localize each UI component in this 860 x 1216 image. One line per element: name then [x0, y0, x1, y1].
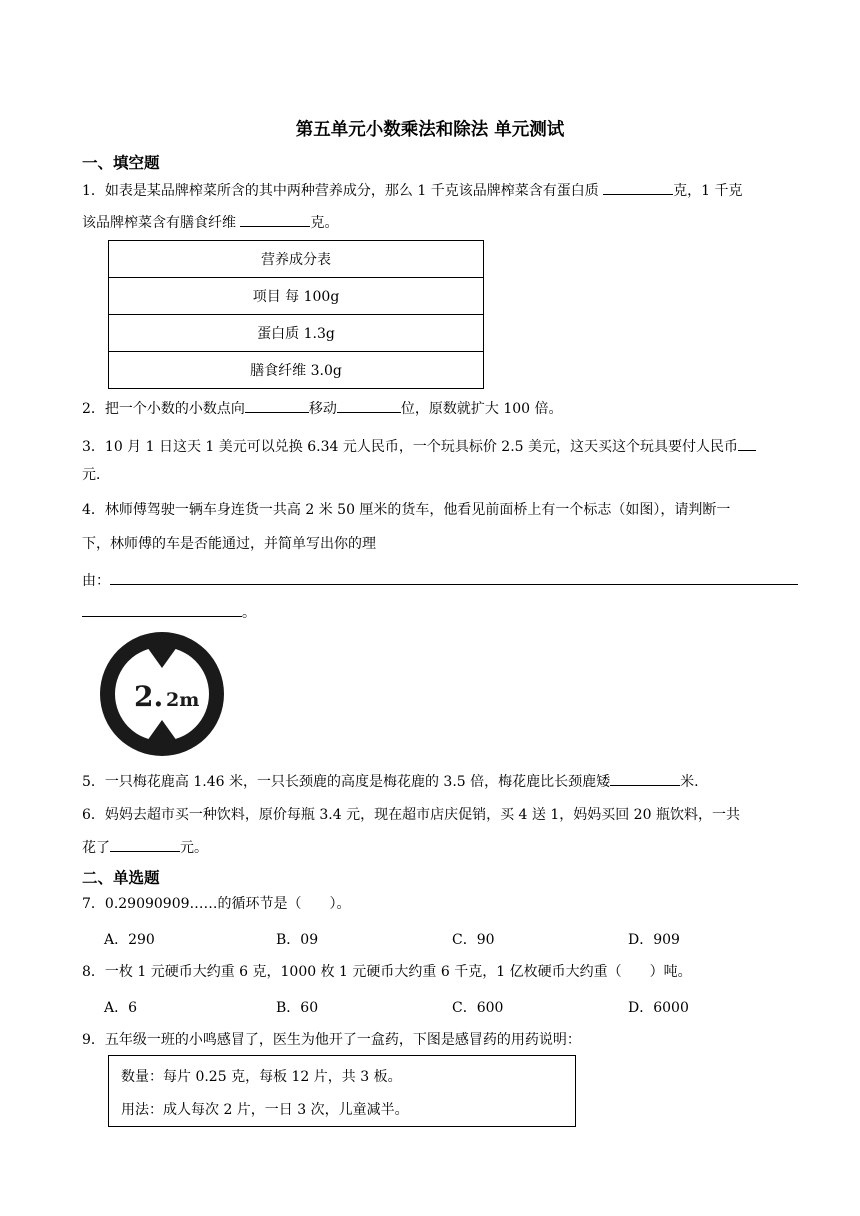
question-4-line-4: [82, 602, 256, 623]
q4-answer-blank-line-2[interactable]: [82, 602, 242, 617]
question-8-stem: 8．一枚 1 元硬币大约重 6 克，1000 枚 1 元硬币大约重 6 千克，1 亿枚硬币大约重（ ）吨。: [82, 964, 692, 980]
q2-text-b: 移动: [308, 401, 337, 417]
question-1-line-1: [82, 180, 743, 201]
question-4-line-3: [82, 570, 798, 591]
q8-option-d[interactable]: D．6000: [628, 1000, 689, 1016]
q4-end-mark: 。: [242, 605, 256, 621]
nutrition-table: [108, 240, 484, 389]
nutrition-table-row: 蛋白质 1.3g: [109, 315, 484, 352]
medicine-usage-text: 用法：成人每次 2 片，一日 3 次，儿童减半。: [121, 1102, 409, 1118]
q6-text-b: 元。: [180, 840, 208, 856]
question-3-line-1: [82, 436, 756, 457]
q4-answer-blank-line-1[interactable]: [110, 570, 798, 585]
nutrition-table-row: 膳食纤维 3.0g: [109, 352, 484, 389]
q6-text-a: 花了: [82, 840, 110, 856]
q1-text-d: 克。: [310, 215, 339, 231]
q1-text-a: 1．如表是某品牌榨菜所含的其中两种营养成分，那么 1 千克该品牌榨菜含有蛋白质: [82, 183, 604, 199]
q4-label-reason: 由：: [82, 573, 110, 589]
q7-option-d[interactable]: D．909: [628, 932, 680, 948]
q1-answer-blank-fiber[interactable]: [240, 212, 310, 227]
medicine-instructions-box: [108, 1055, 576, 1127]
q2-text-c: 位，原数就扩大 100 倍。: [400, 401, 563, 417]
q7-option-c[interactable]: C．90: [452, 932, 495, 948]
section-heading-single-choice: 二、单选题: [82, 868, 160, 887]
height-limit-sign: [100, 632, 224, 756]
nutrition-table-row: 项目 每 100g: [109, 278, 484, 315]
question-6-line-2: [82, 837, 208, 858]
question-4-line-2: 下，林师傅的车是否能通过，并简单写出你的理: [82, 536, 376, 552]
question-2: [82, 398, 563, 419]
sign-number-small: 2m: [166, 689, 200, 711]
height-limit-sign-graphic: [100, 632, 224, 756]
q7-option-a[interactable]: A．290: [104, 932, 155, 948]
question-9-stem: 9．五年级一班的小鸣感冒了，医生为他开了一盒药，下图是感冒药的用药说明：: [82, 1032, 581, 1048]
q7-option-b[interactable]: B．09: [276, 932, 319, 948]
q8-option-b[interactable]: B．60: [276, 1000, 319, 1016]
q8-option-c[interactable]: C．600: [452, 1000, 504, 1016]
q1-answer-blank-protein[interactable]: [603, 180, 673, 195]
q3-text-b: 元．: [82, 467, 110, 483]
q5-answer-blank[interactable]: [610, 771, 680, 786]
q2-text-a: 2．把一个小数的小数点向: [82, 401, 245, 417]
section-heading-fill-in: 一、填空题: [82, 153, 160, 172]
question-5: [82, 771, 699, 792]
question-7-stem: 7．0.29090909……的循环节是（ ）。: [82, 896, 351, 912]
q1-text-b: 克，1 千克: [673, 183, 743, 199]
q5-text-b: 米.: [680, 774, 699, 790]
medicine-quantity-text: 数量：每片 0.25 克，每板 12 片，共 3 板。: [121, 1069, 402, 1085]
q8-option-a[interactable]: A．6: [104, 1000, 138, 1016]
question-1-line-2: [82, 212, 338, 233]
nutrition-table-header: 营养成分表: [109, 241, 484, 278]
q2-answer-blank-direction[interactable]: [245, 398, 309, 413]
q1-text-c: 该品牌榨菜含有膳食纤维: [82, 215, 241, 231]
q5-text-a: 5．一只梅花鹿高 1.46 米，一只长颈鹿的高度是梅花鹿的 3.5 倍，梅花鹿比长颈鹿矮: [82, 774, 611, 790]
sign-number-big: 2.: [134, 680, 164, 713]
question-6-line-1: 6．妈妈去超市买一种饮料，原价每瓶 3.4 元，现在超市店庆促销，买 4 送 1，妈妈买回 20 瓶饮料，一共: [82, 807, 740, 823]
q6-answer-blank[interactable]: [110, 837, 180, 852]
page-title: 第五单元小数乘法和除法 单元测试: [295, 120, 565, 140]
q2-answer-blank-places[interactable]: [337, 398, 401, 413]
question-4-line-1: 4．林师傅驾驶一辆车身连货一共高 2 米 50 厘米的货车，他看见前面桥上有一个标志（如图），请判断一: [82, 502, 731, 518]
q3-answer-blank[interactable]: [738, 436, 756, 451]
q3-text-a: 3．10 月 1 日这天 1 美元可以兑换 6.34 元人民币，一个玩具标价 2.5 美元，这天买这个玩具要付人民币: [82, 439, 739, 455]
